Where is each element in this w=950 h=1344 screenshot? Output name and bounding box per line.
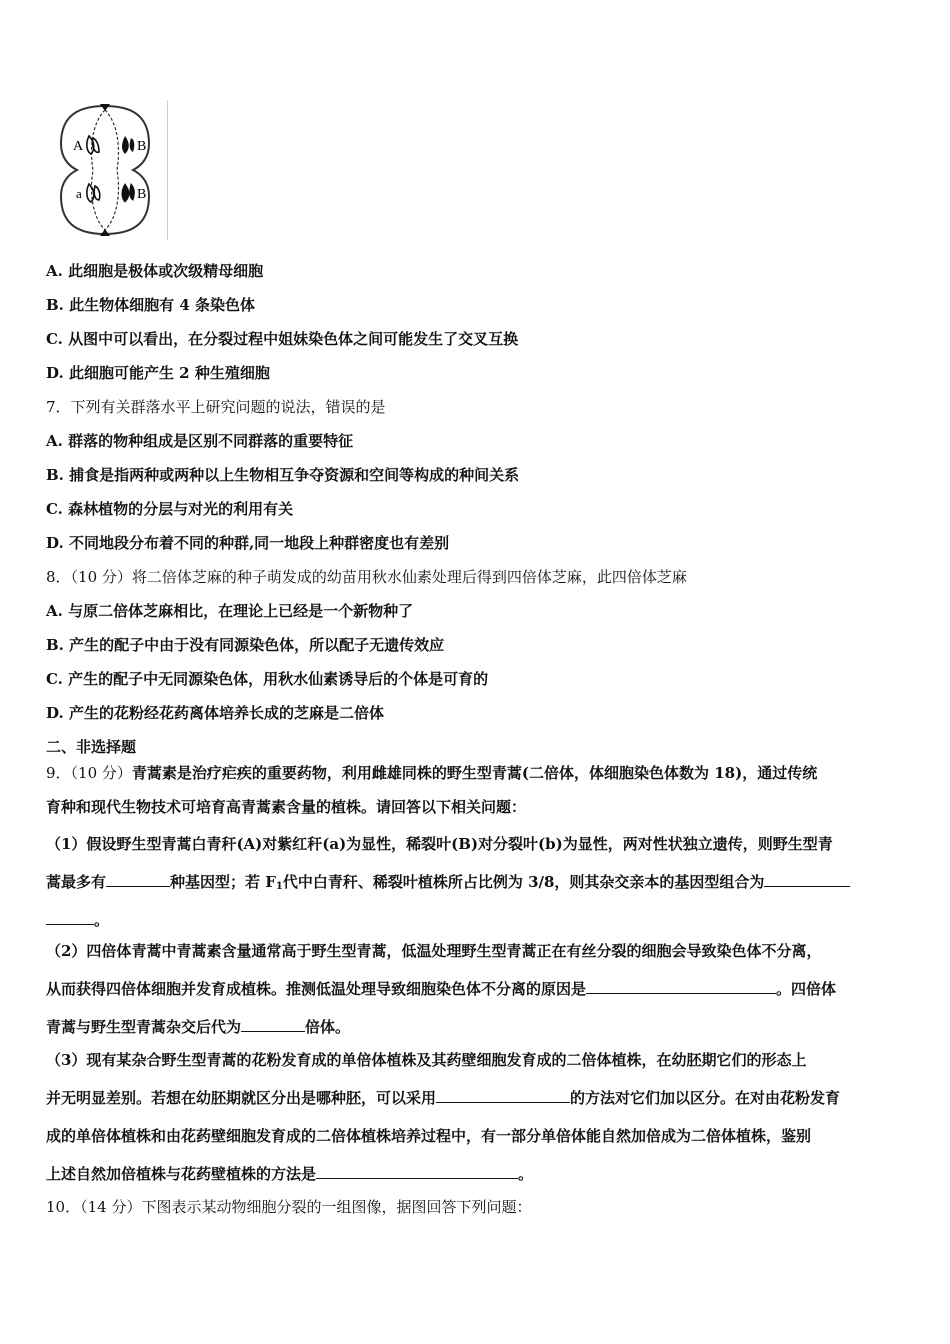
q9-part3-line2: 并无明显差别。若想在幼胚期就区分出是哪种胚，可以采用 的方法对它们加以区分。在对由花粉发育 [46, 1089, 841, 1107]
q6-option-b: B. 此生物体细胞有 4 条染色体 [46, 296, 256, 314]
q7-option-d: D. 不同地段分布着不同的种群,同一地段上种群密度也有差别 [46, 534, 450, 552]
label-B-bottom: B [137, 187, 147, 202]
answer-blank-5[interactable] [436, 1088, 570, 1103]
q6-option-c: C. 从图中可以看出，在分裂过程中姐妹染色体之间可能发生了交叉互换 [46, 330, 519, 348]
q10-stem: 10．（14 分）下图表示某动物细胞分裂的一组图像，据图回答下列问题： [46, 1198, 532, 1216]
q9-part2-line1: （2）四倍体青蒿中青蒿素含量通常高于野生型青蒿，低温处理野生型青蒿正在有丝分裂的细胞会导致染色体不分离， [46, 942, 822, 960]
q7-stem: 7．下列有关群落水平上研究问题的说法，错误的是 [46, 398, 386, 416]
q9-part1-line1: （1）假设野生型青蒿白青秆(A)对紫红秆(a)为显性，稀裂叶(B)对分裂叶(b)为显性，两对性状独立遗传，则野生型青 [46, 835, 833, 853]
answer-blank-2[interactable] [764, 872, 850, 887]
q8-option-a: A. 与原二倍体芝麻相比，在理论上已经是一个新物种了 [46, 602, 414, 620]
answer-blank-6[interactable] [316, 1164, 518, 1179]
q6-option-d: D. 此细胞可能产生 2 种生殖细胞 [46, 364, 270, 382]
spindle-right [105, 110, 119, 230]
q9-part3-line1: （3）现有某杂合野生型青蒿的花粉发育成的单倍体植株及其药壁细胞发育成的二倍体植株，在幼胚期它们的形态上 [46, 1051, 807, 1069]
q9-part1-line2: 蒿最多有 种基因型；若 $F_1$代中白青秆、稀裂叶植株所占比例为 3/8，则其杂交亲本的基因型组合为 [46, 872, 850, 897]
label-B-top: B [137, 139, 147, 154]
q9-part3-line3: 成的单倍体植株和由花药壁细胞发育成的二倍体植株培养过程中，有一部分单倍体能自然加倍成为二倍体植株，鉴别 [46, 1127, 812, 1145]
q9-part2-line3: 青蒿与野生型青蒿杂交后代为 倍体。 [46, 1018, 351, 1036]
chromosome-A [87, 136, 99, 154]
label-a: a [76, 186, 82, 201]
q8-stem: 8．（10 分）将二倍体芝麻的种子萌发成的幼苗用秋水仙素处理后得到四倍体芝麻，此四倍体芝麻 [46, 568, 687, 586]
answer-blank-4[interactable] [241, 1017, 305, 1032]
centrosome-top [100, 104, 110, 111]
answer-blank-3[interactable] [586, 979, 776, 994]
q9-part2-line2: 从而获得四倍体细胞并发育成植株。推测低温处理导致细胞染色体不分离的原因是 。四倍体 [46, 980, 837, 998]
q7-option-b: B. 捕食是指两种或两种以上生物相互争夺资源和空间等构成的种间关系 [46, 466, 520, 484]
chromosome-a [87, 184, 100, 202]
answer-blank-2-cont[interactable] [46, 910, 94, 925]
centrosome-bottom [100, 229, 110, 236]
q8-option-d: D. 产生的花粉经花药离体培养长成的芝麻是二倍体 [46, 704, 384, 722]
q7-option-c: C. 森林植物的分层与对光的利用有关 [46, 500, 294, 518]
label-A: A [73, 139, 84, 154]
q9-part3-line4: 上述自然加倍植株与花药壁植株的方法是 。 [46, 1165, 534, 1183]
cell-diagram [45, 100, 167, 240]
q9-stem-line2: 育种和现代生物技术可培育高青蒿素含量的植株。请回答以下相关问题： [46, 798, 527, 816]
chromosome-B-bottom [122, 184, 134, 202]
q9-part1-line3: 。 [46, 910, 109, 930]
chromosome-B-top [122, 136, 134, 154]
spindle-left [92, 110, 106, 230]
q8-option-c: C. 产生的配子中无同源染色体，用秋水仙素诱导后的个体是可育的 [46, 670, 489, 688]
answer-blank-1[interactable] [106, 872, 170, 887]
q6-option-a: A. 此细胞是极体或次级精母细胞 [46, 262, 264, 280]
q8-option-b: B. 产生的配子中由于没有同源染色体，所以配子无遗传效应 [46, 636, 445, 654]
cell-membrane [61, 106, 149, 234]
cell-division-figure [45, 100, 168, 240]
q9-stem-line1: 9．（10 分）青蒿素是治疗疟疾的重要药物，利用雌雄同株的野生型青蒿(二倍体，体细胞染色体数为 18)，通过传统 [46, 764, 818, 782]
q7-option-a: A. 群落的物种组成是区别不同群落的重要特征 [46, 432, 354, 450]
section-title: 二、非选择题 [46, 738, 137, 756]
